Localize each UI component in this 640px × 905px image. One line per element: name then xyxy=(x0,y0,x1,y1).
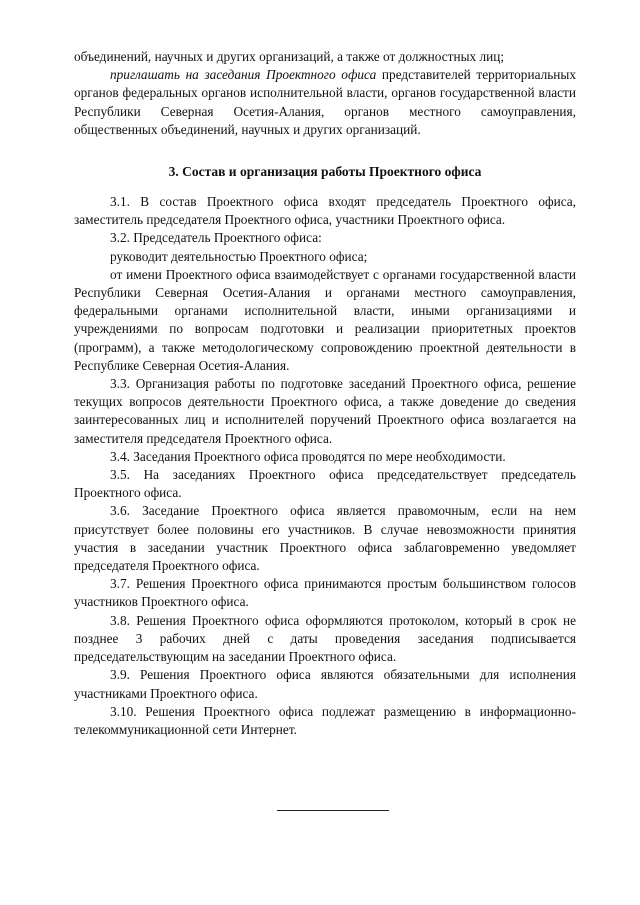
clause-3-7: 3.7. Решения Проектного офиса принимаются простым большинством голосов участников Проектного офиса. xyxy=(74,576,576,610)
clause-3-6: 3.6. Заседание Проектного офиса является правомочным, если на нем присутствует более половины его участников. В случае невозможности принятия участия в заседании участник Проектного офиса заблаговременно уведомляет председателя Проектного офиса. xyxy=(74,503,576,574)
end-rule xyxy=(277,810,389,811)
clause-3-8: 3.8. Решения Проектного офиса оформляются протоколом, который в срок не позднее 3 рабочих дней с даты проведения заседания подписывается председательствующим на заседании Проектного офиса. xyxy=(74,612,576,665)
intro-paragraph: объединений, научных и других организаций, а также от должностных лиц; xyxy=(74,49,505,64)
clause-3-4: 3.4. Заседания Проектного офиса проводятся по мере необходимости. xyxy=(110,448,506,464)
clause-3-2-item-2: от имени Проектного офиса взаимодействует с органами государственной власти Республики Северная Осетия-Алания и органами местного самоуправления, федеральными органами исполнительной власти, иными организациями и учреждениями по вопросам подготовки и реализации приоритетных проектов (программ), а также методологическому сопровождению проектной деятельности в Республике Северная Осетия-Алания. xyxy=(74,266,576,373)
section-title: 3. Состав и организация работы Проектного офиса xyxy=(168,164,482,180)
invite-rest-text: представителей территориальных органов федеральных органов исполнительной власти, органов государственной власти Республики Северная Осетия-Алания, органов местного самоуправления, общественных объединений, научных и других организаций. xyxy=(74,67,576,137)
clause-3-1: 3.1. В состав Проектного офиса входят председатель Проектного офиса, заместитель председателя Проектного офиса, участники Проектного офиса. xyxy=(74,194,576,228)
invite-lead-text: приглашать на заседания Проектного офиса xyxy=(110,67,377,83)
invite-paragraph xyxy=(74,66,576,139)
clause-3-5: 3.5. На заседаниях Проектного офиса председательствует председатель Проектного офиса. xyxy=(74,467,576,501)
clause-3-10: 3.10. Решения Проектного офиса подлежат размещению в информационно-телекоммуникационной сети Интернет. xyxy=(74,703,576,737)
clause-3-3: 3.3. Организация работы по подготовке заседаний Проектного офиса, решение текущих вопросов деятельности Проектного офиса, а также доведение до сведения заинтересованных лиц и исполнителей поручений Проектного офиса возлагается на заместителя председателя Проектного офиса. xyxy=(74,376,576,446)
clause-3-9: 3.9. Решения Проектного офиса являются обязательными для исполнения участниками Проектного офиса. xyxy=(74,667,576,701)
clause-3-2: 3.2. Председатель Проектного офиса: xyxy=(110,230,322,246)
clause-3-2-item-1: руководит деятельностью Проектного офиса; xyxy=(110,248,368,264)
